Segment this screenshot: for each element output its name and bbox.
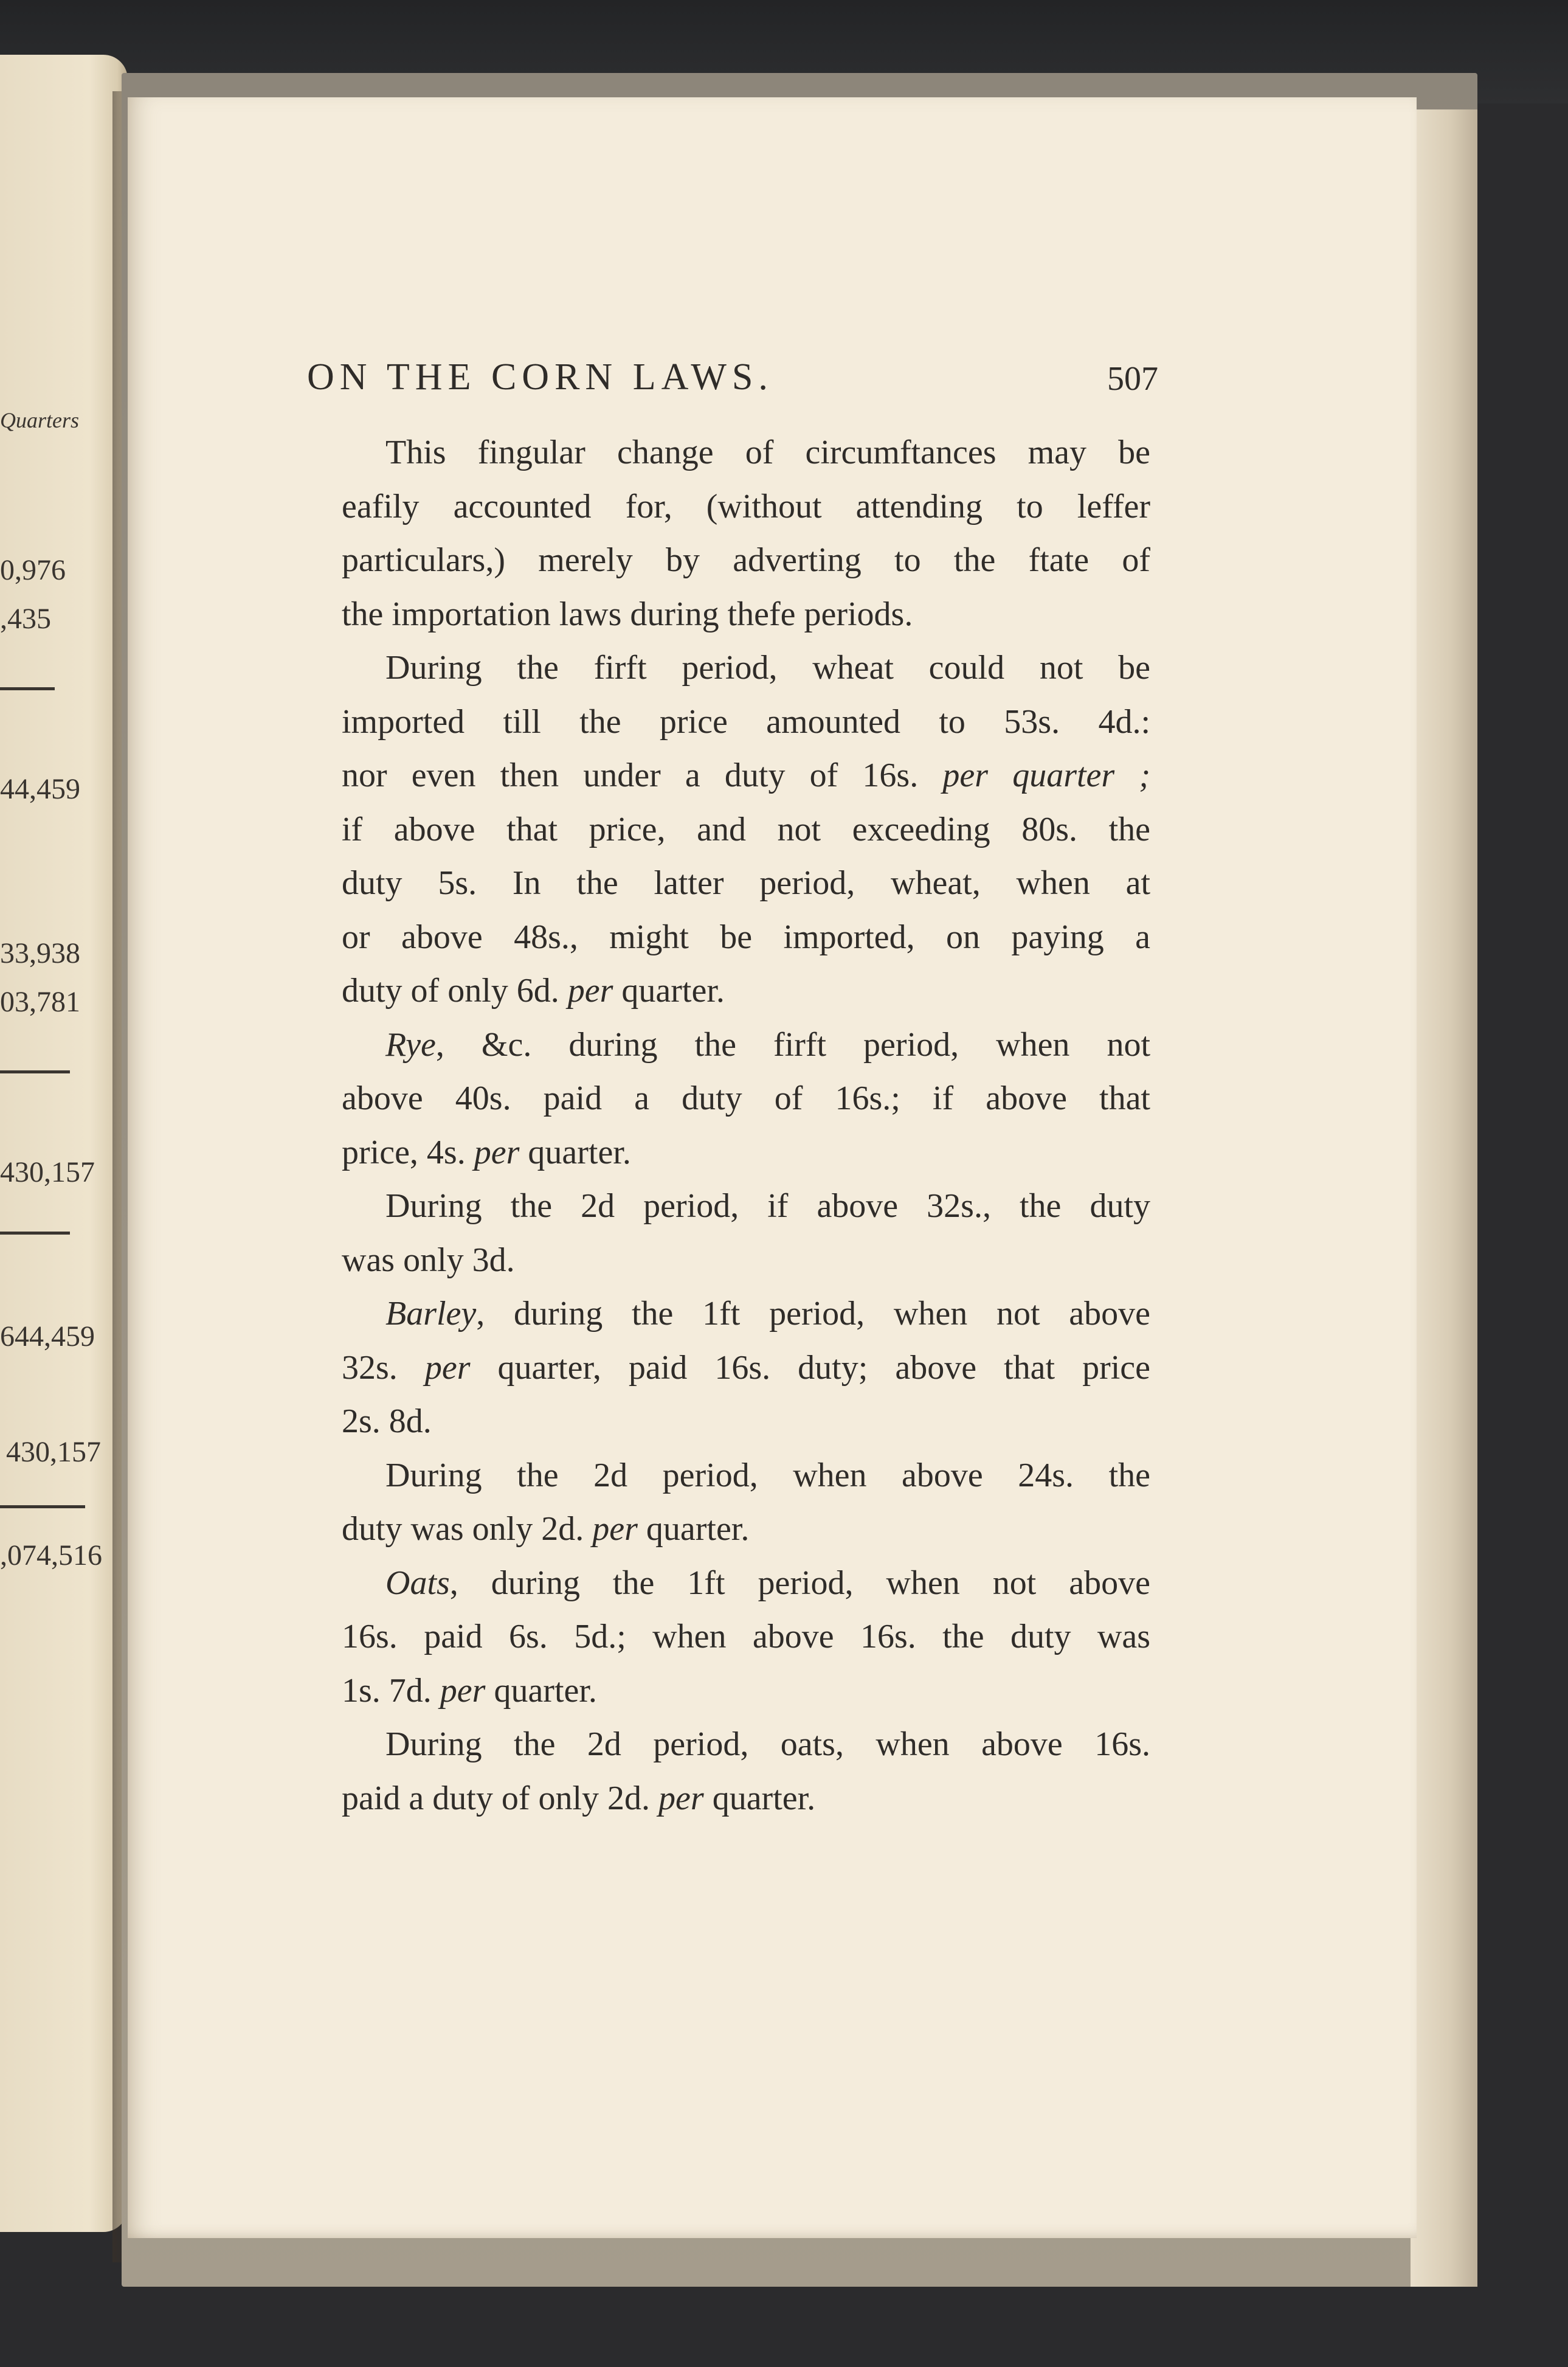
left-page-fragment: 644,459: [0, 1320, 95, 1353]
left-page-rule: [0, 687, 55, 690]
text-line: 16s. paid 6s. 5d.; when above 16s. the duty was: [342, 1618, 1150, 1655]
text-line: During the 2d period, when above 24s. the: [385, 1456, 1150, 1494]
text-segment: nor even then under a duty of 16s.: [342, 757, 919, 794]
text-segment: quarter.: [703, 1779, 816, 1817]
paragraph: [342, 1556, 1150, 1718]
italic-segment: per: [474, 1133, 520, 1171]
paragraph: [342, 1018, 1150, 1180]
text-line: [342, 1772, 1150, 1826]
text-line: [342, 964, 1150, 1018]
text-segment: quarter.: [485, 1671, 597, 1710]
text-line: eafily accounted for, (without attending to leffer: [342, 487, 1150, 525]
left-page-fragment: 430,157: [0, 1156, 95, 1188]
left-page-fragment: ,435: [0, 603, 51, 635]
italic-segment: Oats: [385, 1564, 450, 1602]
text-line: was only 3d.: [342, 1241, 515, 1279]
text-line: [342, 1664, 1150, 1718]
page-fore-edge: [1411, 109, 1477, 2287]
left-page-rule: [0, 1232, 70, 1235]
paragraph: [342, 426, 1150, 641]
text-line: [342, 749, 1150, 803]
running-title: ON THE CORN LAWS.: [307, 356, 773, 398]
text-line: imported till the price amounted to 53s. 4d.:: [342, 702, 1150, 741]
paragraph: [342, 1179, 1150, 1287]
left-page-edge: [0, 55, 128, 2232]
left-page-fragment: 33,938: [0, 937, 80, 969]
left-page-fragment: Quarters: [0, 408, 80, 432]
left-page-rule: [0, 1505, 85, 1508]
text-line: During the 2d period, if above 32s., the duty: [385, 1187, 1150, 1225]
text-segment: quarter, paid 16s. duty; above that price: [470, 1348, 1150, 1387]
italic-segment: per: [567, 972, 613, 1010]
text-line: duty 5s. In the latter period, wheat, when at: [342, 864, 1150, 902]
left-page-fragment: 03,781: [0, 986, 80, 1018]
text-segment: paid a duty of only 2d.: [342, 1779, 651, 1817]
text-line: or above 48s., might be imported, on paying a: [342, 918, 1150, 956]
left-page-fragment: ,074,516: [0, 1539, 102, 1572]
page-number: 507: [1107, 360, 1158, 398]
text-line: During the firft period, wheat could not be: [385, 649, 1150, 687]
text-line: This fingular change of circumftances may be: [385, 434, 1150, 471]
text-segment: quarter.: [613, 972, 725, 1010]
page-header: [307, 356, 1158, 404]
left-page-fragment: 0,976: [0, 554, 66, 586]
text-segment: , during the 1ft period, when not above: [449, 1564, 1150, 1602]
text-line: particulars,) merely by adverting to the ftate of: [342, 541, 1150, 579]
italic-segment: per: [592, 1510, 638, 1548]
text-line: [342, 1126, 1150, 1180]
text-line: [342, 1287, 1150, 1341]
italic-segment: per quarter ;: [942, 757, 1150, 794]
left-page-rule: [0, 1070, 70, 1073]
italic-segment: Rye: [385, 1025, 436, 1064]
left-page-fragment: 430,157: [6, 1436, 101, 1468]
text-segment: quarter.: [519, 1133, 631, 1171]
text-segment: price, 4s.: [342, 1133, 466, 1171]
text-line: During the 2d period, oats, when above 16s.: [385, 1725, 1150, 1763]
text-line: the importation laws during thefe periods.: [342, 595, 913, 633]
paragraph: [342, 1717, 1150, 1825]
text-segment: , during the 1ft period, when not above: [476, 1295, 1150, 1333]
text-segment: quarter.: [637, 1510, 750, 1548]
text-segment: duty of only 6d.: [342, 972, 559, 1010]
text-line: above 40s. paid a duty of 16s.; if above that: [342, 1080, 1150, 1117]
text-line: [342, 1341, 1150, 1395]
italic-segment: per: [658, 1779, 704, 1817]
text-line: [342, 1502, 1150, 1556]
italic-segment: Barley: [385, 1295, 477, 1333]
italic-segment: per: [424, 1348, 471, 1387]
page-body: [342, 426, 1150, 1825]
left-page-fragment: 44,459: [0, 773, 80, 805]
paragraph: [342, 641, 1150, 1018]
text-segment: , &c. during the firft period, when not: [435, 1025, 1150, 1064]
text-segment: duty was only 2d.: [342, 1510, 584, 1548]
text-line: [342, 1018, 1150, 1072]
text-segment: 1s. 7d.: [342, 1671, 432, 1710]
text-segment: 32s.: [342, 1348, 398, 1387]
text-line: 2s. 8d.: [342, 1402, 432, 1440]
text-line: if above that price, and not exceeding 80s. the: [342, 810, 1150, 848]
paragraph: [342, 1449, 1150, 1556]
paragraph: [342, 1287, 1150, 1449]
text-line: [342, 1556, 1150, 1610]
italic-segment: per: [440, 1671, 486, 1710]
